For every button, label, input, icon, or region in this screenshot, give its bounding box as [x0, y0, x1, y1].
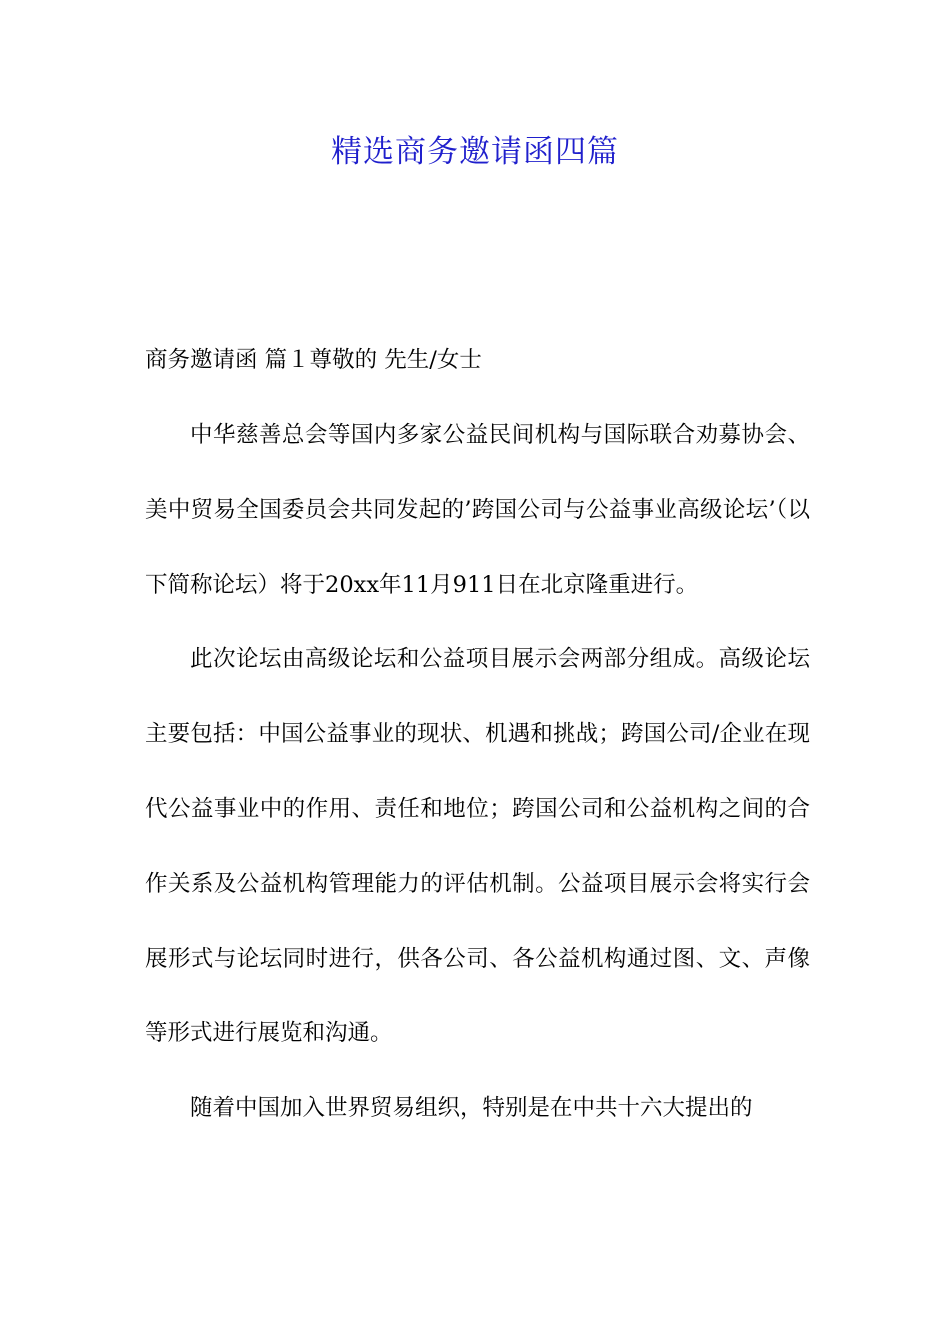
paragraph-2: 此次论坛由高级论坛和公益项目展示会两部分组成。高级论坛主要包括：中国公益事业的现状、机遇和挑战；跨国公司/企业在现代公益事业中的作用、责任和地位；跨国公司和公益机构之间的合作关系及公益机构管理能力的评估机制。公益项目展示会将实行会展形式与论坛同时进行，供各公司、各公益机构通过图、文、声像等形式进行展览和沟通。 [145, 646, 810, 1047]
body-paragraphs [145, 398, 810, 1146]
document-title: 精选商务邀请函四篇 [331, 134, 619, 170]
paragraph-3: 随着中国加入世界贸易组织，特别是在中共十六大提出的 [190, 1095, 753, 1122]
salutation-line: 商务邀请函 篇１尊敬的 先生/女士 [145, 347, 482, 373]
paragraph-1: 中华慈善总会等国内多家公益民间机构与国际联合劝募协会、美中贸易全国委员会共同发起的’跨国公司与公益事业高级论坛’（以下简称论坛）将于20xx年11月911日在北京隆重进行。 [145, 422, 810, 598]
